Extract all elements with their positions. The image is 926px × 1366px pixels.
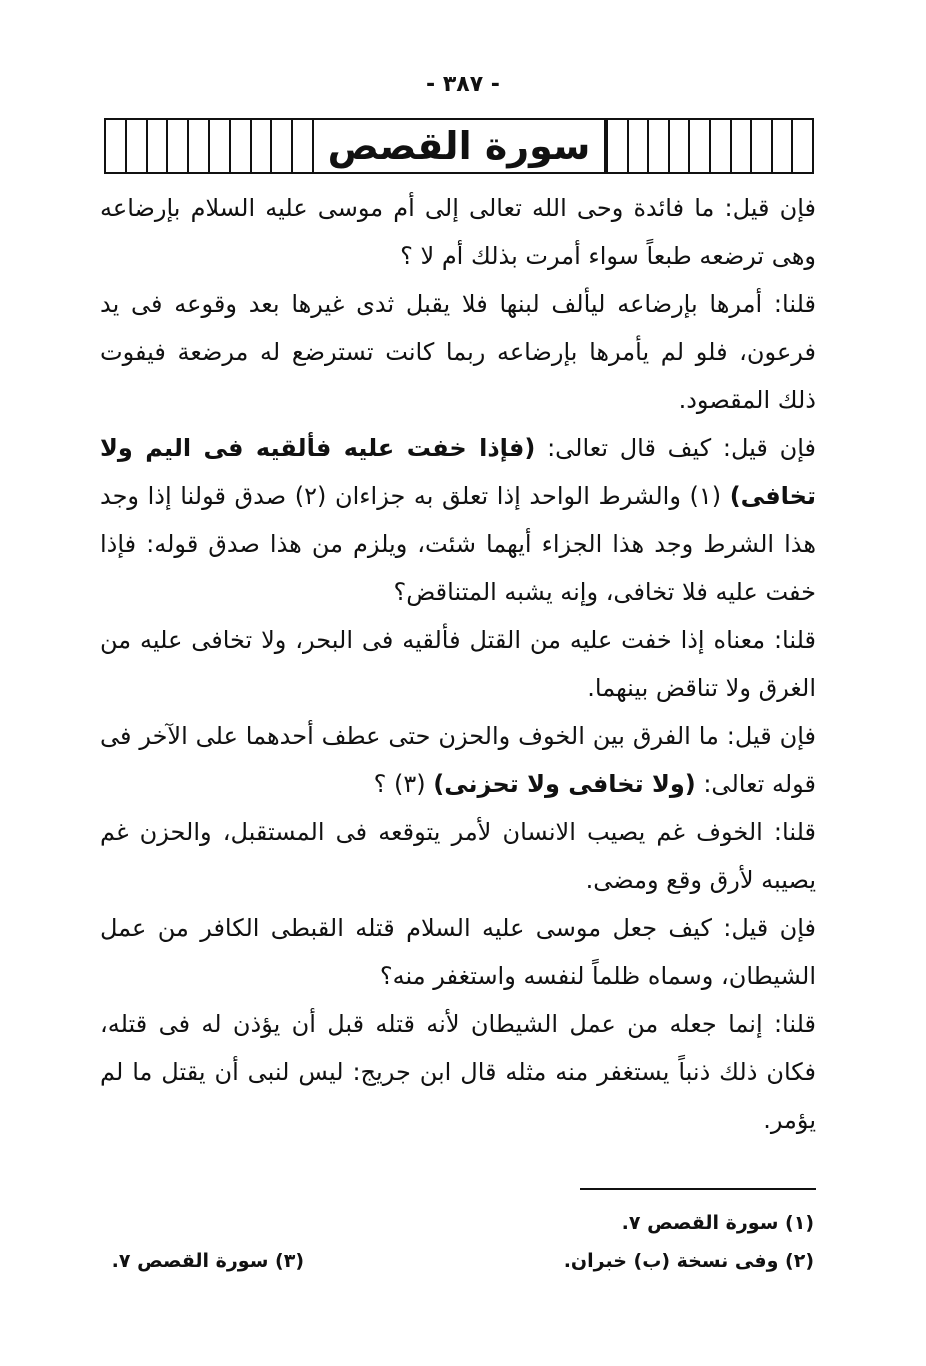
- decorative-stripes-right: [606, 120, 812, 172]
- question-prefix: فإن قيل: كيف قال تعالى:: [535, 434, 816, 462]
- paragraph-question-4: فإن قيل: كيف جعل موسى عليه السلام قتله القبطى الكافر من عمل الشيطان، وسماه ظلماً لنفسه واستغفر منه؟: [100, 914, 816, 990]
- paragraph-question-3: [100, 712, 816, 808]
- footnote-3: (٣) سورة القصص ٧.: [111, 1250, 304, 1272]
- quran-quote: (ولا تخافى ولا تحزنى): [433, 770, 696, 798]
- paragraph-answer-3: قلنا: الخوف غم يصيب الانسان لأمر يتوقعه فى المستقبل، والحزن غم يصيبه لأرق وقع ومضى.: [100, 818, 816, 894]
- paragraph-answer-4: قلنا: إنما جعله من عمل الشيطان لأنه قتله قبل أن يؤذن له فى قتله، فكان ذلك ذنباً يستغفر منه مثله قال ابن جريج: ليس لنبى أن يقتل ما لم يؤمر.: [100, 1010, 816, 1134]
- quran-quote: (فإذا خفت عليه فألقيه فى اليم ولا تخافى): [100, 434, 816, 510]
- paragraph-answer-1: قلنا: أمرها بإرضاعه ليألف لبنها فلا يقبل ثدى غيرها بعد وقوعه فى يد فرعون، فلو لم يأمرها بإرضاعه ربما كانت تسترضع له مرضعة فيفوت ذلك المقصود.: [100, 290, 816, 414]
- paragraph-question-2: [100, 424, 816, 616]
- surah-title-banner: [104, 118, 814, 174]
- question-prefix: فإن قيل: ما الفرق بين الخوف والحزن حتى عطف أحدهما على الآخر فى قوله تعالى:: [100, 722, 816, 798]
- decorative-stripes-left: [106, 120, 312, 172]
- paragraph-answer-2: قلنا: معناه إذا خفت عليه من القتل فألقيه فى البحر، ولا تخافى عليه من الغرق ولا تناقض بينهما.: [100, 626, 816, 702]
- page-number: - ٣٨٧ -: [426, 72, 500, 97]
- footnote-2: (٢) وفى نسخة (ب) خبران.: [563, 1250, 814, 1272]
- surah-title: سورة القصص: [312, 120, 606, 172]
- question-suffix: (٣) ؟: [373, 770, 434, 798]
- paragraph-question-1: فإن قيل: ما فائدة وحى الله تعالى إلى أم موسى عليه السلام بإرضاعه وهى ترضعه طبعاً سواء أمرت بذلك أم لا ؟: [100, 194, 816, 270]
- footnote-1: (١) سورة القصص ٧.: [621, 1212, 814, 1234]
- main-text: [100, 184, 816, 1144]
- question-suffix: (١) والشرط الواحد إذا تعلق به جزاءان (٢) صدق قولنا إذا وجد هذا الشرط وجد هذا الجزاء أيهما شئت، ويلزم من هذا صدق قوله: فإذا خفت عليه فلا تخافى، وإنه يشبه المتناقض؟: [100, 482, 816, 606]
- footnote-divider: [580, 1188, 816, 1190]
